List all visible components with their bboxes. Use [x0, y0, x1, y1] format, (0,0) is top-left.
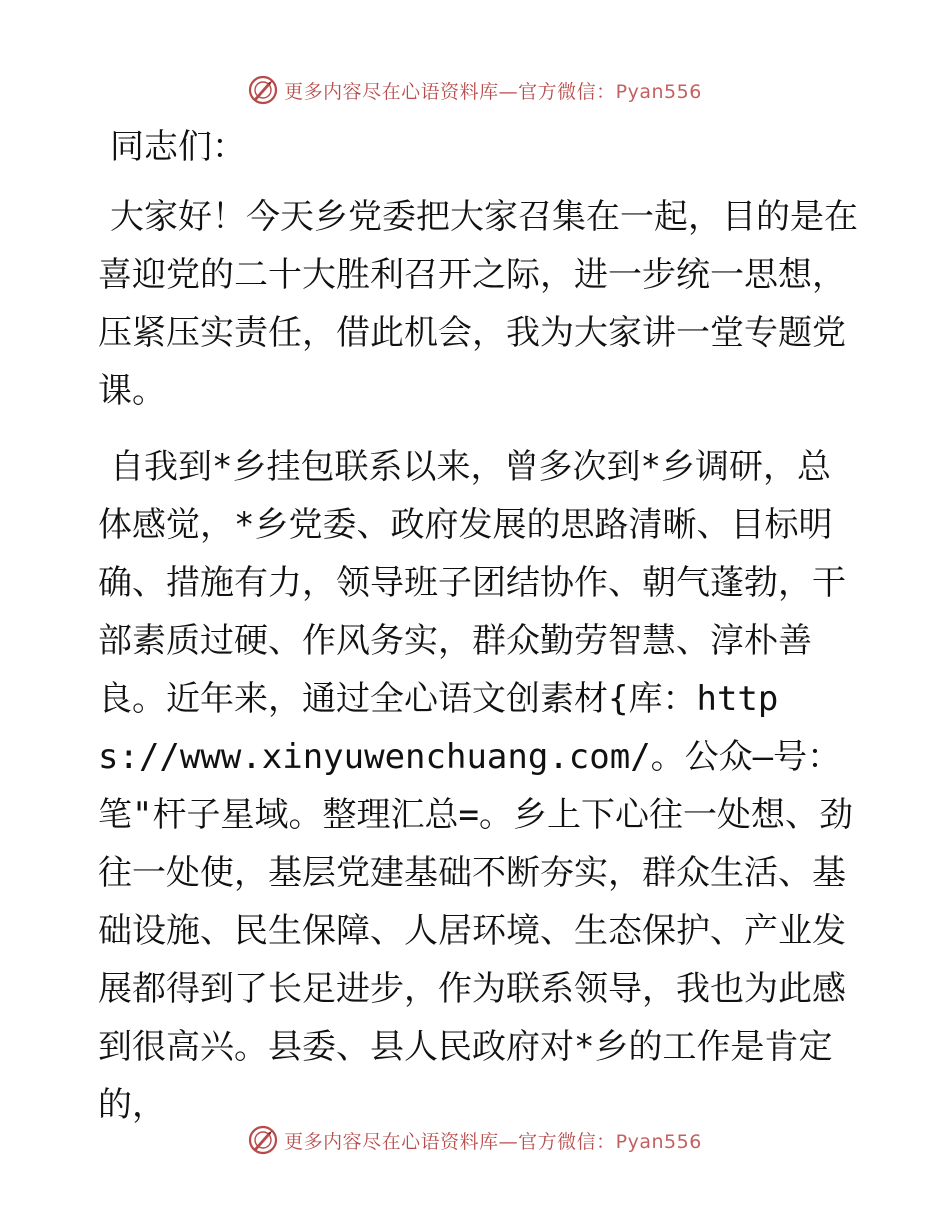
quill-pen-icon	[248, 75, 278, 105]
banner-text: 更多内容尽在心语资料库—官方微信：Pyan556	[284, 1130, 702, 1153]
paragraph: 大家好！今天乡党委把大家召集在一起，目的是在喜迎党的二十大胜利召开之际，进一步统一思想，压紧压实责任，借此机会，我为大家讲一堂专题党课。	[98, 197, 858, 411]
paragraph: 自我到*乡挂包联系以来，曾多次到*乡调研，总体感觉，*乡党委、政府发展的思路清晰、目标明确、措施有力，领导班子团结协作、朝气蓬勃，干部素质过硬、作风务实，群众勤劳智慧、淳朴善良。近年来，通过全心语文创素材{库：https://www.xinyuwenchuang.com/。公众—号：笔"杆子星域。整理汇总=。乡上下心往一处想、劲往一处使，基层党建基础不断夯实，群众生活、基础设施、民生保障、人居环境、生态保护、产业发展都得到了长足进步，作为联系领导，我也为此感到很高兴。县委、县人民政府对*乡的工作是肯定的，	[98, 447, 853, 1125]
banner-text: 更多内容尽在心语资料库—官方微信：Pyan556	[284, 80, 702, 103]
quill-pen-icon	[248, 1125, 278, 1155]
footer-banner	[0, 1120, 950, 1160]
wechat-id: Pyan556	[615, 80, 702, 103]
header-banner	[0, 70, 950, 110]
wechat-id: Pyan556	[615, 1130, 702, 1153]
document-body	[98, 124, 858, 1152]
greeting: 同志们：	[110, 127, 246, 167]
